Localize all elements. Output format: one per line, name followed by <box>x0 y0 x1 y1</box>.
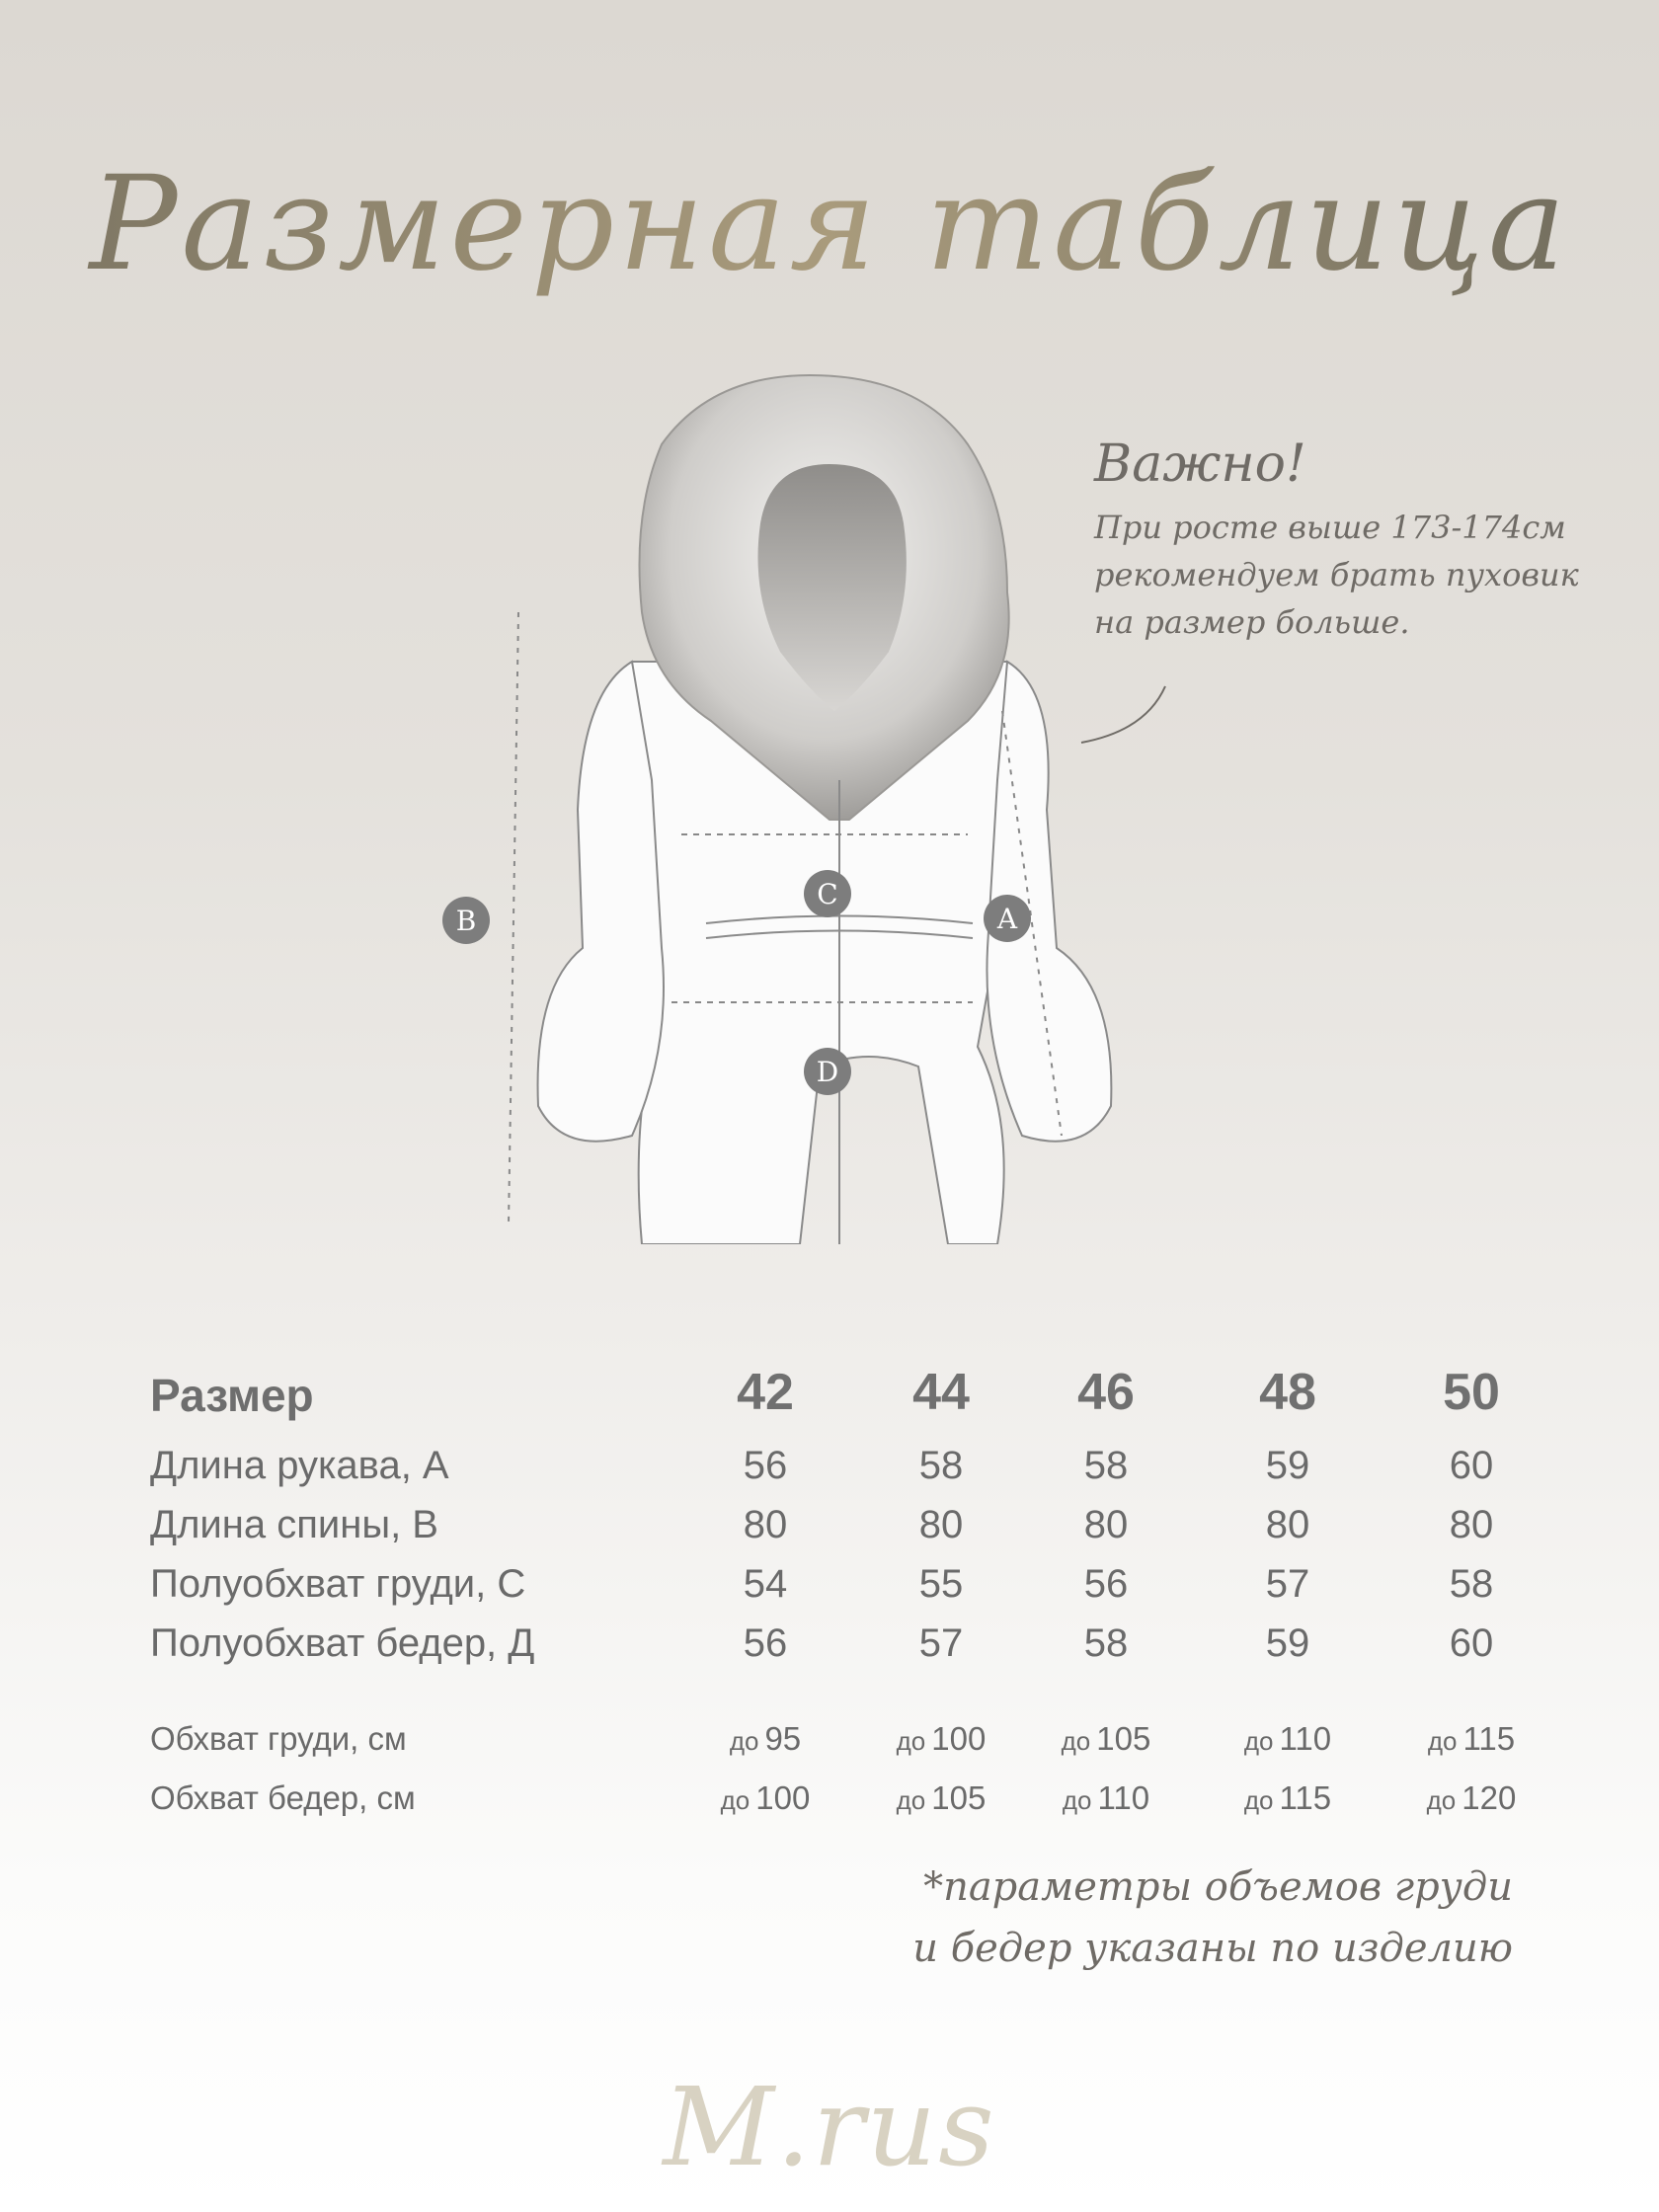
table-cell <box>1402 1779 1540 1817</box>
table-cell <box>1219 1779 1357 1817</box>
brand-logo: M.rus <box>663 2064 996 2190</box>
size-46: 46 <box>1077 1364 1135 1421</box>
table-cell: 56 <box>743 1444 788 1487</box>
row-label: Полуобхват бедер, Д <box>150 1621 535 1665</box>
marker-d: D <box>816 1056 839 1088</box>
row-label: Полуобхват груди, С <box>150 1562 526 1606</box>
footnote <box>822 1856 1513 1979</box>
size-48: 48 <box>1259 1364 1316 1421</box>
cell-value: 105 <box>1096 1720 1151 1757</box>
table-cell <box>872 1779 1010 1817</box>
prefix-label: до <box>896 1726 926 1756</box>
size-table <box>150 1363 1533 1839</box>
note-arrow <box>1081 686 1165 743</box>
table-row <box>150 1562 1533 1621</box>
table-cell: 60 <box>1449 1621 1494 1665</box>
page-title: Размерная таблица <box>0 148 1659 300</box>
table-cell: 80 <box>1083 1503 1129 1546</box>
row-label: Длина рукава, А <box>150 1444 449 1487</box>
size-42: 42 <box>737 1364 794 1421</box>
cell-value: 105 <box>931 1779 987 1816</box>
prefix-label: до <box>729 1726 759 1756</box>
table-cell: 58 <box>1083 1621 1129 1665</box>
marker-b: B <box>455 905 477 937</box>
table-row <box>150 1444 1533 1503</box>
table-cell <box>1219 1720 1357 1758</box>
table-cell: 57 <box>918 1621 964 1665</box>
table-cell: 58 <box>1449 1562 1494 1606</box>
header-label: Размер <box>150 1370 314 1421</box>
row-label: Обхват бедер, см <box>150 1779 416 1816</box>
cell-value: 100 <box>755 1779 811 1816</box>
table-cell <box>696 1779 834 1817</box>
prefix-label: до <box>1061 1726 1091 1756</box>
cell-value: 115 <box>1462 1720 1516 1757</box>
table-cell: 56 <box>1083 1562 1129 1606</box>
row-label: Длина спины, В <box>150 1503 438 1546</box>
table-header-row <box>150 1363 1533 1444</box>
table-cell: 55 <box>918 1562 964 1606</box>
table-cell: 58 <box>1083 1444 1129 1487</box>
table-cell: 59 <box>1265 1444 1310 1487</box>
prefix-label: до <box>1243 1726 1274 1756</box>
table-cell: 80 <box>1449 1503 1494 1546</box>
cell-value: 110 <box>1279 1720 1332 1757</box>
note-line: рекомендуем брать пуховик <box>1094 556 1579 593</box>
table-row <box>150 1779 1533 1839</box>
table-cell: 56 <box>743 1621 788 1665</box>
table-cell: 60 <box>1449 1444 1494 1487</box>
table-cell: 54 <box>743 1562 788 1606</box>
table-row <box>150 1503 1533 1562</box>
row-label: Обхват груди, см <box>150 1720 407 1757</box>
cell-value: 110 <box>1097 1779 1150 1816</box>
prefix-label: до <box>896 1785 926 1815</box>
table-cell: 59 <box>1265 1621 1310 1665</box>
table-row <box>150 1720 1533 1779</box>
note-heading: Важно! <box>1094 434 1306 494</box>
table-cell <box>1037 1720 1175 1758</box>
table-cell: 80 <box>918 1503 964 1546</box>
marker-a: A <box>996 903 1018 935</box>
back-length-arrow <box>509 612 518 1224</box>
cell-value: 100 <box>931 1720 987 1757</box>
cell-value: 95 <box>764 1720 802 1757</box>
prefix-label: до <box>1243 1785 1274 1815</box>
left-sleeve <box>538 662 664 1142</box>
table-cell <box>696 1720 834 1758</box>
table-cell: 80 <box>1265 1503 1310 1546</box>
table-cell <box>1037 1779 1175 1817</box>
important-note <box>1094 434 1608 646</box>
prefix-label: до <box>720 1785 750 1815</box>
size-44: 44 <box>912 1364 970 1421</box>
footnote-line: *параметры объемов груди <box>923 1864 1513 1910</box>
table-row <box>150 1621 1533 1720</box>
note-line: При росте выше 173-174см <box>1094 509 1566 546</box>
prefix-label: до <box>1427 1726 1458 1756</box>
footnote-line: и бедер указаны по изделию <box>912 1926 1513 1971</box>
prefix-label: до <box>1426 1785 1457 1815</box>
table-cell <box>872 1720 1010 1758</box>
note-line: на размер больше. <box>1094 603 1410 641</box>
table-cell: 80 <box>743 1503 788 1546</box>
marker-c: C <box>817 878 838 910</box>
table-cell: 58 <box>918 1444 964 1487</box>
cell-value: 120 <box>1462 1779 1517 1816</box>
table-cell <box>1402 1720 1540 1758</box>
prefix-label: до <box>1062 1785 1092 1815</box>
cell-value: 115 <box>1279 1779 1332 1816</box>
size-50: 50 <box>1443 1364 1500 1421</box>
table-cell: 57 <box>1265 1562 1310 1606</box>
